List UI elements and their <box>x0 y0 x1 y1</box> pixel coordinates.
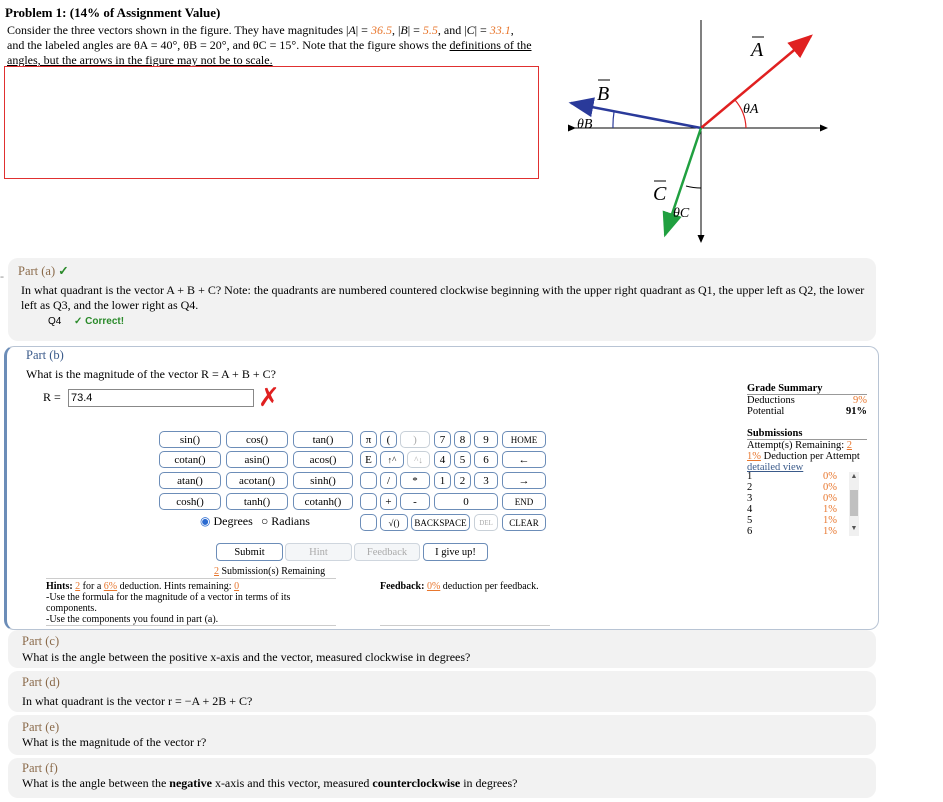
part-b-question: What is the magnitude of the vector R = A + B + C? <box>26 367 276 381</box>
collapse-marker[interactable]: - <box>0 269 4 283</box>
cos-button[interactable]: cos() <box>226 431 288 448</box>
part-e-title: Part (e) <box>22 720 60 734</box>
blank-key-3[interactable] <box>360 514 377 531</box>
superscript-key[interactable]: ↑^ <box>380 451 404 468</box>
attempt-scrollbar[interactable] <box>849 472 859 536</box>
vector-figure <box>555 20 830 250</box>
cotan-button[interactable]: cotan() <box>159 451 221 468</box>
scroll-thumb[interactable] <box>850 490 858 516</box>
del-key[interactable]: DEL <box>474 514 498 531</box>
part-a-title: Part (a) ✓ <box>18 264 69 278</box>
part-f-question: What is the angle between the negative x-axis and this vector, measured counterclockwise in degrees? <box>22 776 518 790</box>
key-4[interactable]: 4 <box>434 451 451 468</box>
close-paren-key[interactable]: ) <box>400 431 430 448</box>
submissions-remaining: 2 Submission(s) Remaining <box>214 566 326 577</box>
atan-button[interactable]: atan() <box>159 472 221 489</box>
label-c: C <box>653 183 667 205</box>
home-key[interactable]: HOME <box>502 431 546 448</box>
part-f-title: Part (f) <box>22 761 58 775</box>
scroll-up-icon[interactable]: ▲ <box>850 472 858 480</box>
blank-key-1[interactable] <box>360 472 377 489</box>
cosh-button[interactable]: cosh() <box>159 493 221 510</box>
feedback-button[interactable]: Feedback <box>354 543 420 561</box>
part-b-title: Part (b) <box>26 348 64 362</box>
plus-key[interactable]: + <box>380 493 397 510</box>
pi-key[interactable]: π <box>360 431 377 448</box>
submit-button[interactable]: Submit <box>216 543 283 561</box>
divider <box>46 625 336 626</box>
part-d-title: Part (d) <box>22 675 60 689</box>
hints-panel: Hints: 2 for a 6% deduction. Hints remaining: 0 -Use the formula for the magnitude of a vector in terms of its components. -Use the components you found in part (a). <box>46 581 291 625</box>
scroll-down-icon[interactable]: ▼ <box>850 524 858 532</box>
divider <box>46 578 336 579</box>
multiply-key[interactable]: * <box>400 472 430 489</box>
part-a-question: In what quadrant is the vector A + B + C? Note: the quadrants are numbered countered clockwise beginning with the upper right quadrant as Q1, the upper left as Q2, the lower left as Q3, and the lower right as Q4. <box>21 283 865 312</box>
key-0[interactable]: 0 <box>434 493 498 510</box>
theta-b-arc <box>613 112 614 128</box>
key-5[interactable]: 5 <box>454 451 471 468</box>
label-a: A <box>751 39 764 61</box>
sinh-button[interactable]: sinh() <box>293 472 353 489</box>
divider <box>380 625 550 626</box>
label-theta-c: θC <box>673 206 690 221</box>
give-up-button[interactable]: I give up! <box>423 543 488 561</box>
acos-button[interactable]: acos() <box>293 451 353 468</box>
r-answer-input[interactable] <box>68 389 254 407</box>
left-arrow-key[interactable]: ← <box>502 451 546 468</box>
problem-title: Problem 1: (14% of Assignment Value) <box>5 5 221 20</box>
asin-button[interactable]: asin() <box>226 451 288 468</box>
part-a-status: ✓ Correct! <box>74 316 125 327</box>
e-key[interactable]: E <box>360 451 377 468</box>
radio-empty-icon: ○ <box>261 514 269 528</box>
part-d-question: In what quadrant is the vector r = −A + 2B + C? <box>22 694 253 708</box>
problem-statement: Consider the three vectors shown in the figure. They have magnitudes |A| = 36.5, |B| = 5.5, and |C| = 33.1, and the labeled angles are θA = 40°, θB = 20°, and θC = 15°. Note that the figure shows the definitions of the angles, but the arrows in the figure may not be to scale. <box>7 23 532 67</box>
key-2[interactable]: 2 <box>454 472 471 489</box>
grade-summary: Grade Summary Deductions 9% Potential 91% Submissions Attempt(s) Remaining: 2 1% Deduction per Attempt detailed view <box>747 383 867 473</box>
acotan-button[interactable]: acotan() <box>226 472 288 489</box>
key-9[interactable]: 9 <box>474 431 498 448</box>
radians-radio[interactable]: ○ Radians <box>261 514 310 528</box>
detailed-view-link[interactable]: detailed view <box>747 462 804 473</box>
sin-button[interactable]: sin() <box>159 431 221 448</box>
feedback-panel: Feedback: 0% deduction per feedback. <box>380 581 539 592</box>
hint-button[interactable]: Hint <box>285 543 352 561</box>
key-7[interactable]: 7 <box>434 431 451 448</box>
backspace-key[interactable]: BACKSPACE <box>411 514 470 531</box>
key-3[interactable]: 3 <box>474 472 498 489</box>
radio-selected-icon: ◉ <box>200 514 211 528</box>
theta-c-arc <box>686 186 701 188</box>
incorrect-icon: ✗ <box>258 382 280 412</box>
tan-button[interactable]: tan() <box>293 431 353 448</box>
open-paren-key[interactable]: ( <box>380 431 397 448</box>
degrees-radio[interactable]: ◉ Degrees <box>200 514 253 528</box>
label-b: B <box>597 83 610 105</box>
key-6[interactable]: 6 <box>474 451 498 468</box>
part-c-question: What is the angle between the positive x-axis and the vector, measured clockwise in degrees? <box>22 650 471 664</box>
right-arrow-key[interactable]: → <box>502 472 546 489</box>
subscript-key[interactable]: ^↓ <box>407 451 430 468</box>
part-e-question: What is the magnitude of the vector r? <box>22 735 207 749</box>
clear-key[interactable]: CLEAR <box>502 514 546 531</box>
label-theta-b: θB <box>577 117 593 132</box>
cotanh-button[interactable]: cotanh() <box>293 493 353 510</box>
attempt-list: 1 0% 2 0% 3 0% 4 1% 5 1% 6 1% <box>747 471 837 537</box>
part-a-answer: Q4 <box>48 316 62 327</box>
blank-key-2[interactable] <box>360 493 377 510</box>
sqrt-key[interactable]: √() <box>380 514 408 531</box>
tanh-button[interactable]: tanh() <box>226 493 288 510</box>
minus-key[interactable]: - <box>400 493 430 510</box>
answer-area-box <box>4 66 539 179</box>
divide-key[interactable]: / <box>380 472 397 489</box>
key-1[interactable]: 1 <box>434 472 451 489</box>
label-theta-a: θA <box>743 102 759 117</box>
part-c-title: Part (c) <box>22 634 60 648</box>
end-key[interactable]: END <box>502 493 546 510</box>
key-8[interactable]: 8 <box>454 431 471 448</box>
r-input-label: R = <box>43 390 61 404</box>
